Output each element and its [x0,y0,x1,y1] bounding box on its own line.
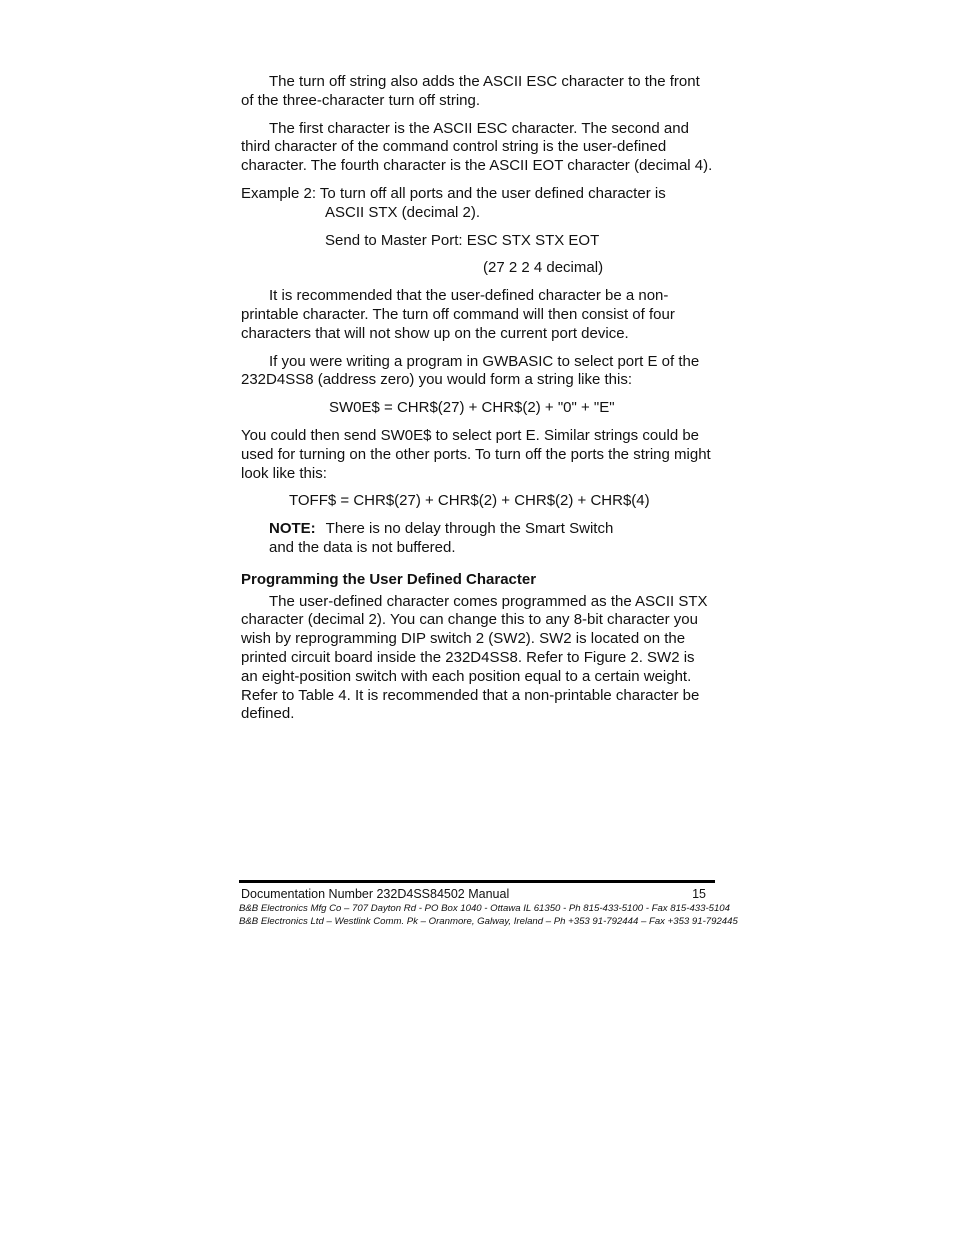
example-2-line1: Example 2: To turn off all ports and the user defined character is [241,184,666,202]
paragraph-recommendation: It is recommended that the user-defined character be a non-printable character. The turn off command will then consist of four characters that will not show up on the current port device. [241,287,675,342]
note [269,520,639,558]
paragraph-user-defined-character: The user-defined character comes programmed as the ASCII STX character (decimal 2). You can change this to any 8-bit character you wish by reprogramming DIP switch 2 (SW2). SW2 is located on the printed circuit board inside the 232D4SS8. Refer to Figure 2. SW2 is an eight-position switch with each position equal to a certain weight. Refer to Table 4. It is recommended that a non-printable character be defined. [241,592,708,723]
code-select-port-e: SW0E$ = CHR$(27) + CHR$(2) + "0" + "E" [329,399,615,417]
paragraph-send-string: You could then send SW0E$ to select port E. Similar strings could be used for turning on the other ports. To turn off the ports the string might look like this: [241,426,711,482]
note-text: There is no delay through the Smart Switch and the data is not buffered. [269,520,614,556]
documentation-number: Documentation Number 232D4SS84502 Manual [241,887,510,901]
footer-doc-line [239,887,715,902]
paragraph-command-characters: The first character is the ASCII ESC character. The second and third character of the command control string is the user-defined character. The fourth character is the ASCII EOT character (decimal 4). [241,119,713,175]
note-label: NOTE: [269,520,316,538]
footer-rule [239,880,715,883]
decimal-values: (27 2 2 4 decimal) [483,259,604,277]
address-ireland: B&B Electronics Ltd – Westlink Comm. Pk – Oranmore, Galway, Ireland – Ph +353 91-792444 – Fax +353 91-792445 [239,916,738,927]
section-heading: Programming the User Defined Character [241,570,537,588]
example-2-line2: ASCII STX (decimal 2). [325,203,481,221]
paragraph-turn-off-string: The turn off string also adds the ASCII ESC character to the front of the three-character turn off string. [241,73,700,109]
example-2 [241,185,715,223]
send-to-master-port: Send to Master Port: ESC STX STX EOT [325,231,600,249]
page-body [241,73,715,733]
page-number: 15 [692,887,706,901]
paragraph-gwbasic: If you were writing a program in GWBASIC to select port E of the 232D4SS8 (address zero) you would form a string like this: [241,352,700,389]
page-footer [239,880,738,928]
address-us: B&B Electronics Mfg Co – 707 Dayton Rd - PO Box 1040 - Ottawa IL 61350 - Ph 815-433-5100 - Fax 815-433-5104 [239,903,730,914]
code-turn-off: TOFF$ = CHR$(27) + CHR$(2) + CHR$(2) + CHR$(4) [289,492,650,510]
